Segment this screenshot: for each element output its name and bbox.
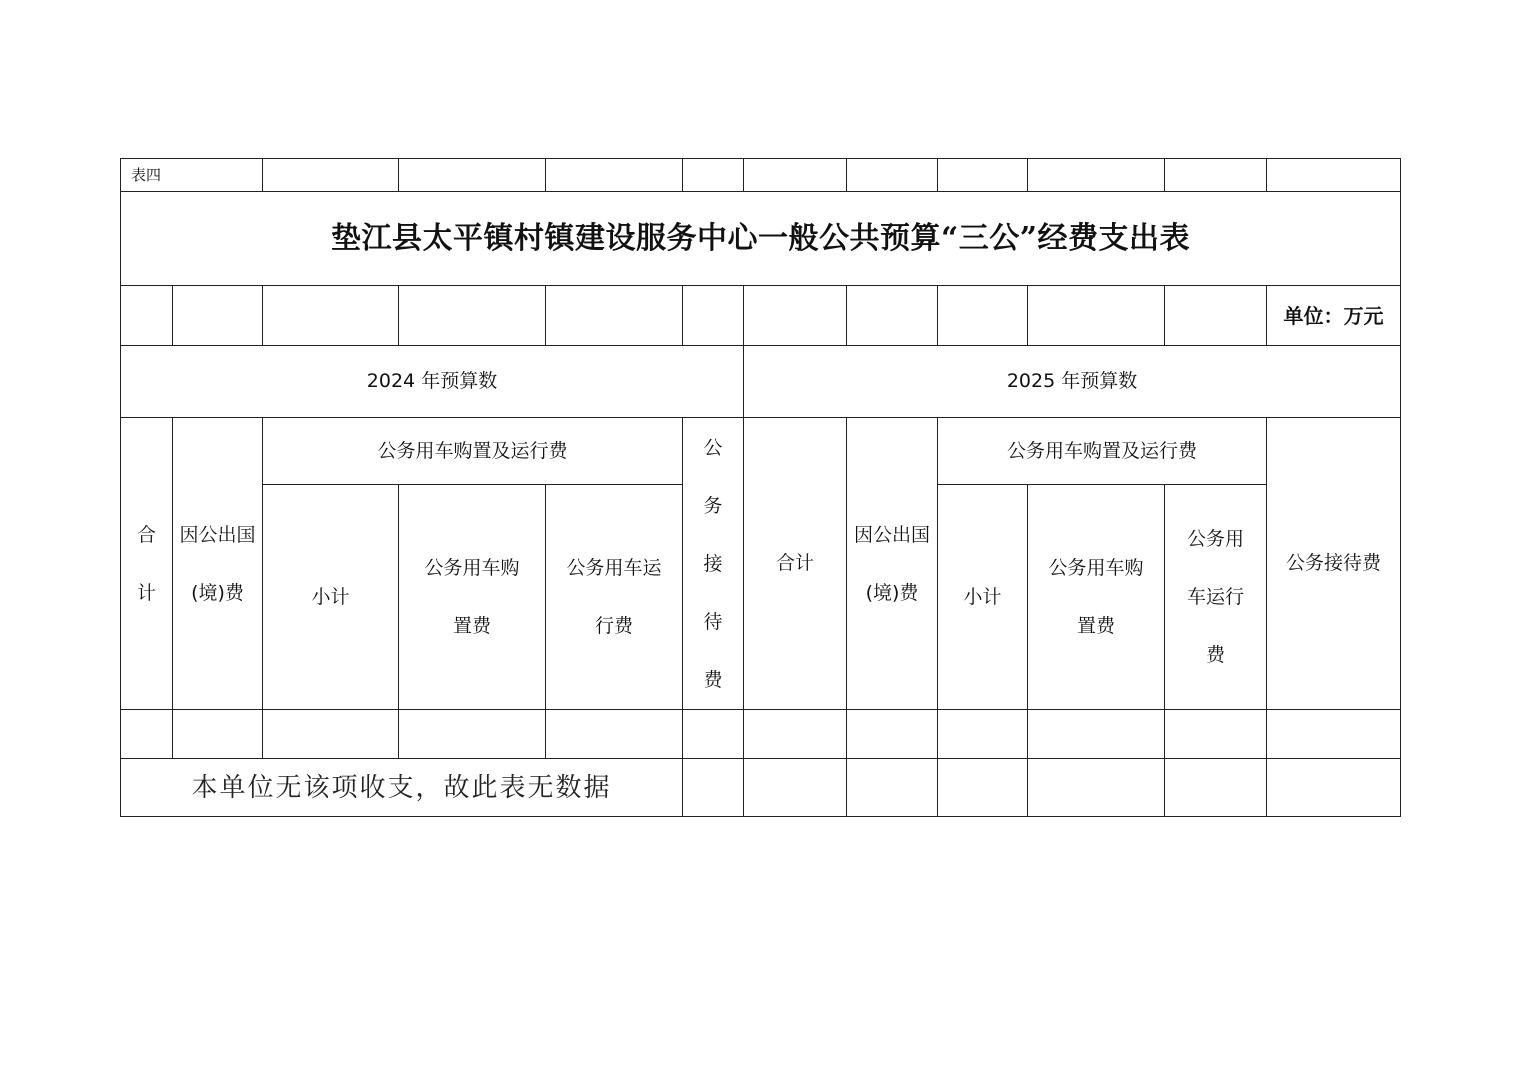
unit-row [121,286,1401,346]
empty-cell [938,286,1028,346]
year-row [121,346,1401,418]
header-2024-reception: 公务接待费 [683,418,744,710]
empty-cell [546,286,683,346]
data-cell [683,710,744,759]
data-cell [399,710,546,759]
empty-cell [263,286,399,346]
empty-cell [683,286,744,346]
no-data-note: 本单位无该项收支，故此表无数据 [121,759,683,817]
unit-label: 单位：万元 [1267,286,1401,346]
data-cell [744,710,847,759]
header-2024-vehicle-purchase: 公务用车购置费 [399,485,546,710]
title-row [121,192,1401,286]
empty-cell [1267,159,1401,192]
data-cell [847,710,938,759]
header-2025-reception: 公务接待费 [1267,418,1401,710]
data-cell [938,710,1028,759]
empty-cell [847,159,938,192]
empty-cell [847,286,938,346]
header-2025-vehicle-operation: 公务用车运行费 [1165,485,1267,710]
header-2025-subtotal: 小计 [938,485,1028,710]
empty-cell [1028,159,1165,192]
header-2024-vehicle-operation: 公务用车运行费 [546,485,683,710]
data-cell [1267,710,1401,759]
header-2025-total: 合计 [744,418,847,710]
header-2024-total: 合计 [121,418,173,710]
empty-cell [399,286,546,346]
header-row-1 [121,418,1401,485]
empty-cell [121,286,173,346]
data-cell [1028,710,1165,759]
year-2025-header: 2025 年预算数 [744,346,1401,418]
empty-cell [744,286,847,346]
empty-cell [683,159,744,192]
data-row [121,710,1401,759]
data-cell [847,759,938,817]
data-cell [1028,759,1165,817]
empty-cell [1165,286,1267,346]
data-cell [173,710,263,759]
data-cell [744,759,847,817]
header-2024-vehicle-group: 公务用车购置及运行费 [263,418,683,485]
note-row [121,759,1401,817]
empty-cell [399,159,546,192]
budget-sheet [120,158,1401,817]
empty-cell [938,159,1028,192]
data-cell [546,710,683,759]
data-cell [1165,759,1267,817]
header-2025-vehicle-group: 公务用车购置及运行费 [938,418,1267,485]
data-cell [1267,759,1401,817]
header-2024-overseas: 因公出国(境)费 [173,418,263,710]
header-2024-subtotal: 小计 [263,485,399,710]
table-label: 表四 [121,159,263,192]
empty-cell [1165,159,1267,192]
data-cell [121,710,173,759]
data-cell [263,710,399,759]
empty-cell [744,159,847,192]
empty-cell [546,159,683,192]
header-2025-vehicle-purchase: 公务用车购置费 [1028,485,1165,710]
data-cell [683,759,744,817]
empty-cell [263,159,399,192]
data-cell [938,759,1028,817]
label-row [121,159,1401,192]
empty-cell [173,286,263,346]
empty-cell [1028,286,1165,346]
data-cell [1165,710,1267,759]
header-2025-overseas: 因公出国(境)费 [847,418,938,710]
year-2024-header: 2024 年预算数 [121,346,744,418]
three-public-expense-table [120,158,1401,817]
table-title: 垫江县太平镇村镇建设服务中心一般公共预算“三公”经费支出表 [121,192,1401,286]
